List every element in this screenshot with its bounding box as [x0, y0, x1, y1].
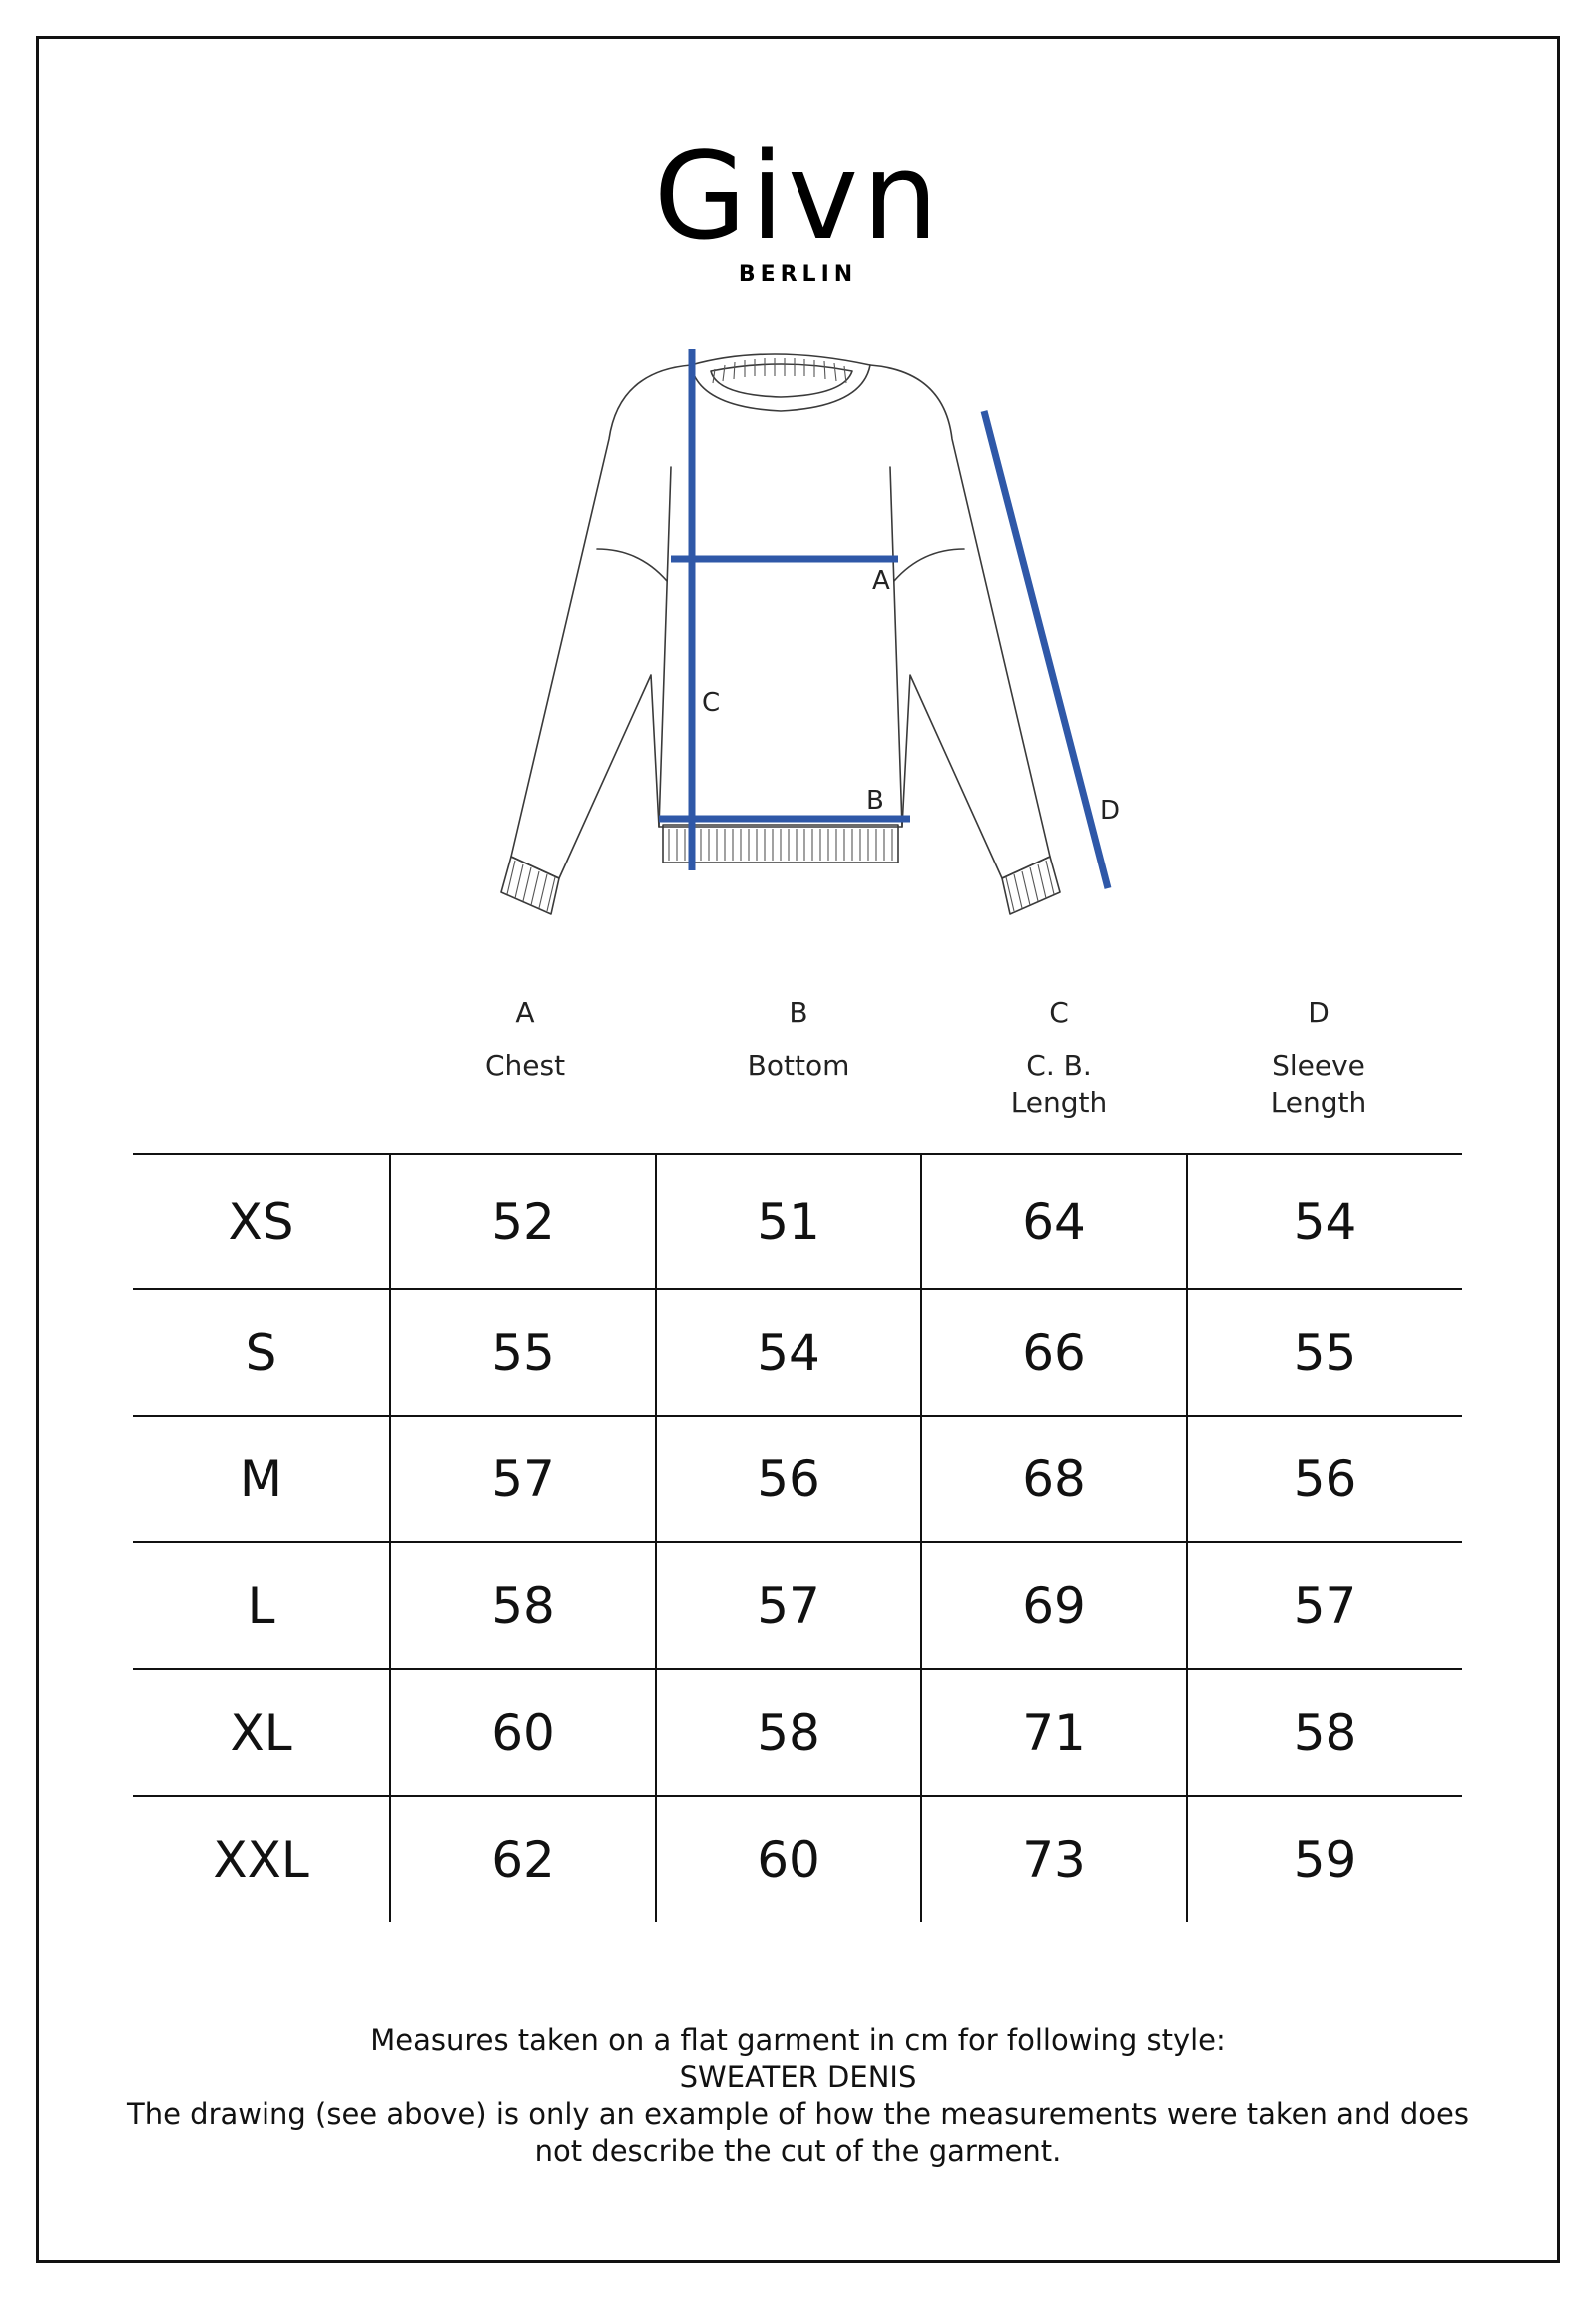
measure-cell-sleeve: 54: [1187, 1154, 1462, 1289]
label-b: B: [866, 786, 884, 816]
body-outline: [511, 365, 1050, 878]
column-header-chest: [425, 994, 625, 1084]
label-c: C: [702, 688, 721, 718]
column-letter: C: [1049, 996, 1069, 1029]
measure-cell-sleeve: 57: [1187, 1542, 1462, 1669]
collar-inner: [711, 364, 852, 397]
measure-cell-sleeve: 55: [1187, 1289, 1462, 1416]
sweater-diagram: [499, 349, 1138, 928]
measure-d: [984, 411, 1108, 888]
table-row: [133, 1796, 1462, 1922]
measure-cell-bottom: 58: [656, 1669, 921, 1796]
measure-cell-cb-length: 71: [921, 1669, 1187, 1796]
brand-city: BERLIN: [738, 262, 858, 287]
right-sleeve-seam: [894, 549, 964, 581]
column-header-bottom: [699, 994, 898, 1084]
column-name: C. B.: [1026, 1049, 1092, 1082]
table-row: [133, 1416, 1462, 1542]
measure-cell-chest: 58: [390, 1542, 656, 1669]
measure-cell-bottom: 56: [656, 1416, 921, 1542]
column-name-2: Length: [1270, 1086, 1367, 1119]
left-armhole: [659, 467, 671, 827]
column-letter: D: [1308, 996, 1330, 1029]
notes-line-3: The drawing (see above) is only an example of how the measurements were taken and does: [127, 2097, 1469, 2131]
column-letter: B: [789, 996, 808, 1029]
label-a: A: [872, 566, 890, 596]
measure-cell-chest: 62: [390, 1796, 656, 1922]
measure-cell-sleeve: 58: [1187, 1669, 1462, 1796]
measure-cell-cb-length: 64: [921, 1154, 1187, 1289]
size-cell: XL: [133, 1669, 390, 1796]
size-cell: L: [133, 1542, 390, 1669]
column-name-2: Length: [1010, 1086, 1108, 1119]
measure-cell-cb-length: 66: [921, 1289, 1187, 1416]
measure-cell-cb-length: 68: [921, 1416, 1187, 1542]
measure-cell-sleeve: 56: [1187, 1416, 1462, 1542]
label-d: D: [1100, 796, 1121, 826]
measure-cell-chest: 52: [390, 1154, 656, 1289]
size-cell: XS: [133, 1154, 390, 1289]
measure-cell-cb-length: 73: [921, 1796, 1187, 1922]
left-sleeve-seam: [597, 549, 667, 581]
size-cell: S: [133, 1289, 390, 1416]
measure-cell-chest: 55: [390, 1289, 656, 1416]
column-name: Sleeve: [1272, 1049, 1365, 1082]
measure-cell-sleeve: 59: [1187, 1796, 1462, 1922]
measure-cell-cb-length: 69: [921, 1542, 1187, 1669]
left-cuff: [501, 857, 559, 914]
size-cell: M: [133, 1416, 390, 1542]
column-name: Bottom: [747, 1049, 850, 1082]
brand-logo: Givn: [653, 128, 943, 267]
measure-cell-chest: 60: [390, 1669, 656, 1796]
measure-cell-bottom: 57: [656, 1542, 921, 1669]
right-cuff: [1002, 857, 1060, 914]
table-row: [133, 1154, 1462, 1289]
notes-style: SWEATER DENIS: [679, 2060, 917, 2094]
table-row: [133, 1542, 1462, 1669]
measure-cell-bottom: 54: [656, 1289, 921, 1416]
table-row: [133, 1289, 1462, 1416]
measure-cell-chest: 57: [390, 1416, 656, 1542]
column-name: Chest: [484, 1049, 566, 1082]
notes-line-4: not describe the cut of the garment.: [534, 2134, 1062, 2168]
notes-line-1: Measures taken on a flat garment in cm for following style:: [370, 2023, 1226, 2057]
column-letter: A: [515, 996, 535, 1029]
column-header-sleeve-length: [1219, 994, 1418, 1121]
table-row: [133, 1669, 1462, 1796]
measure-cell-bottom: 60: [656, 1796, 921, 1922]
column-header-cb-length: [959, 994, 1159, 1121]
rib-texture: [507, 358, 1054, 911]
right-armhole: [890, 467, 902, 827]
measurement-notes: [60, 2022, 1536, 2170]
size-cell: XXL: [133, 1796, 390, 1922]
size-table: [133, 1153, 1462, 1922]
measure-cell-bottom: 51: [656, 1154, 921, 1289]
